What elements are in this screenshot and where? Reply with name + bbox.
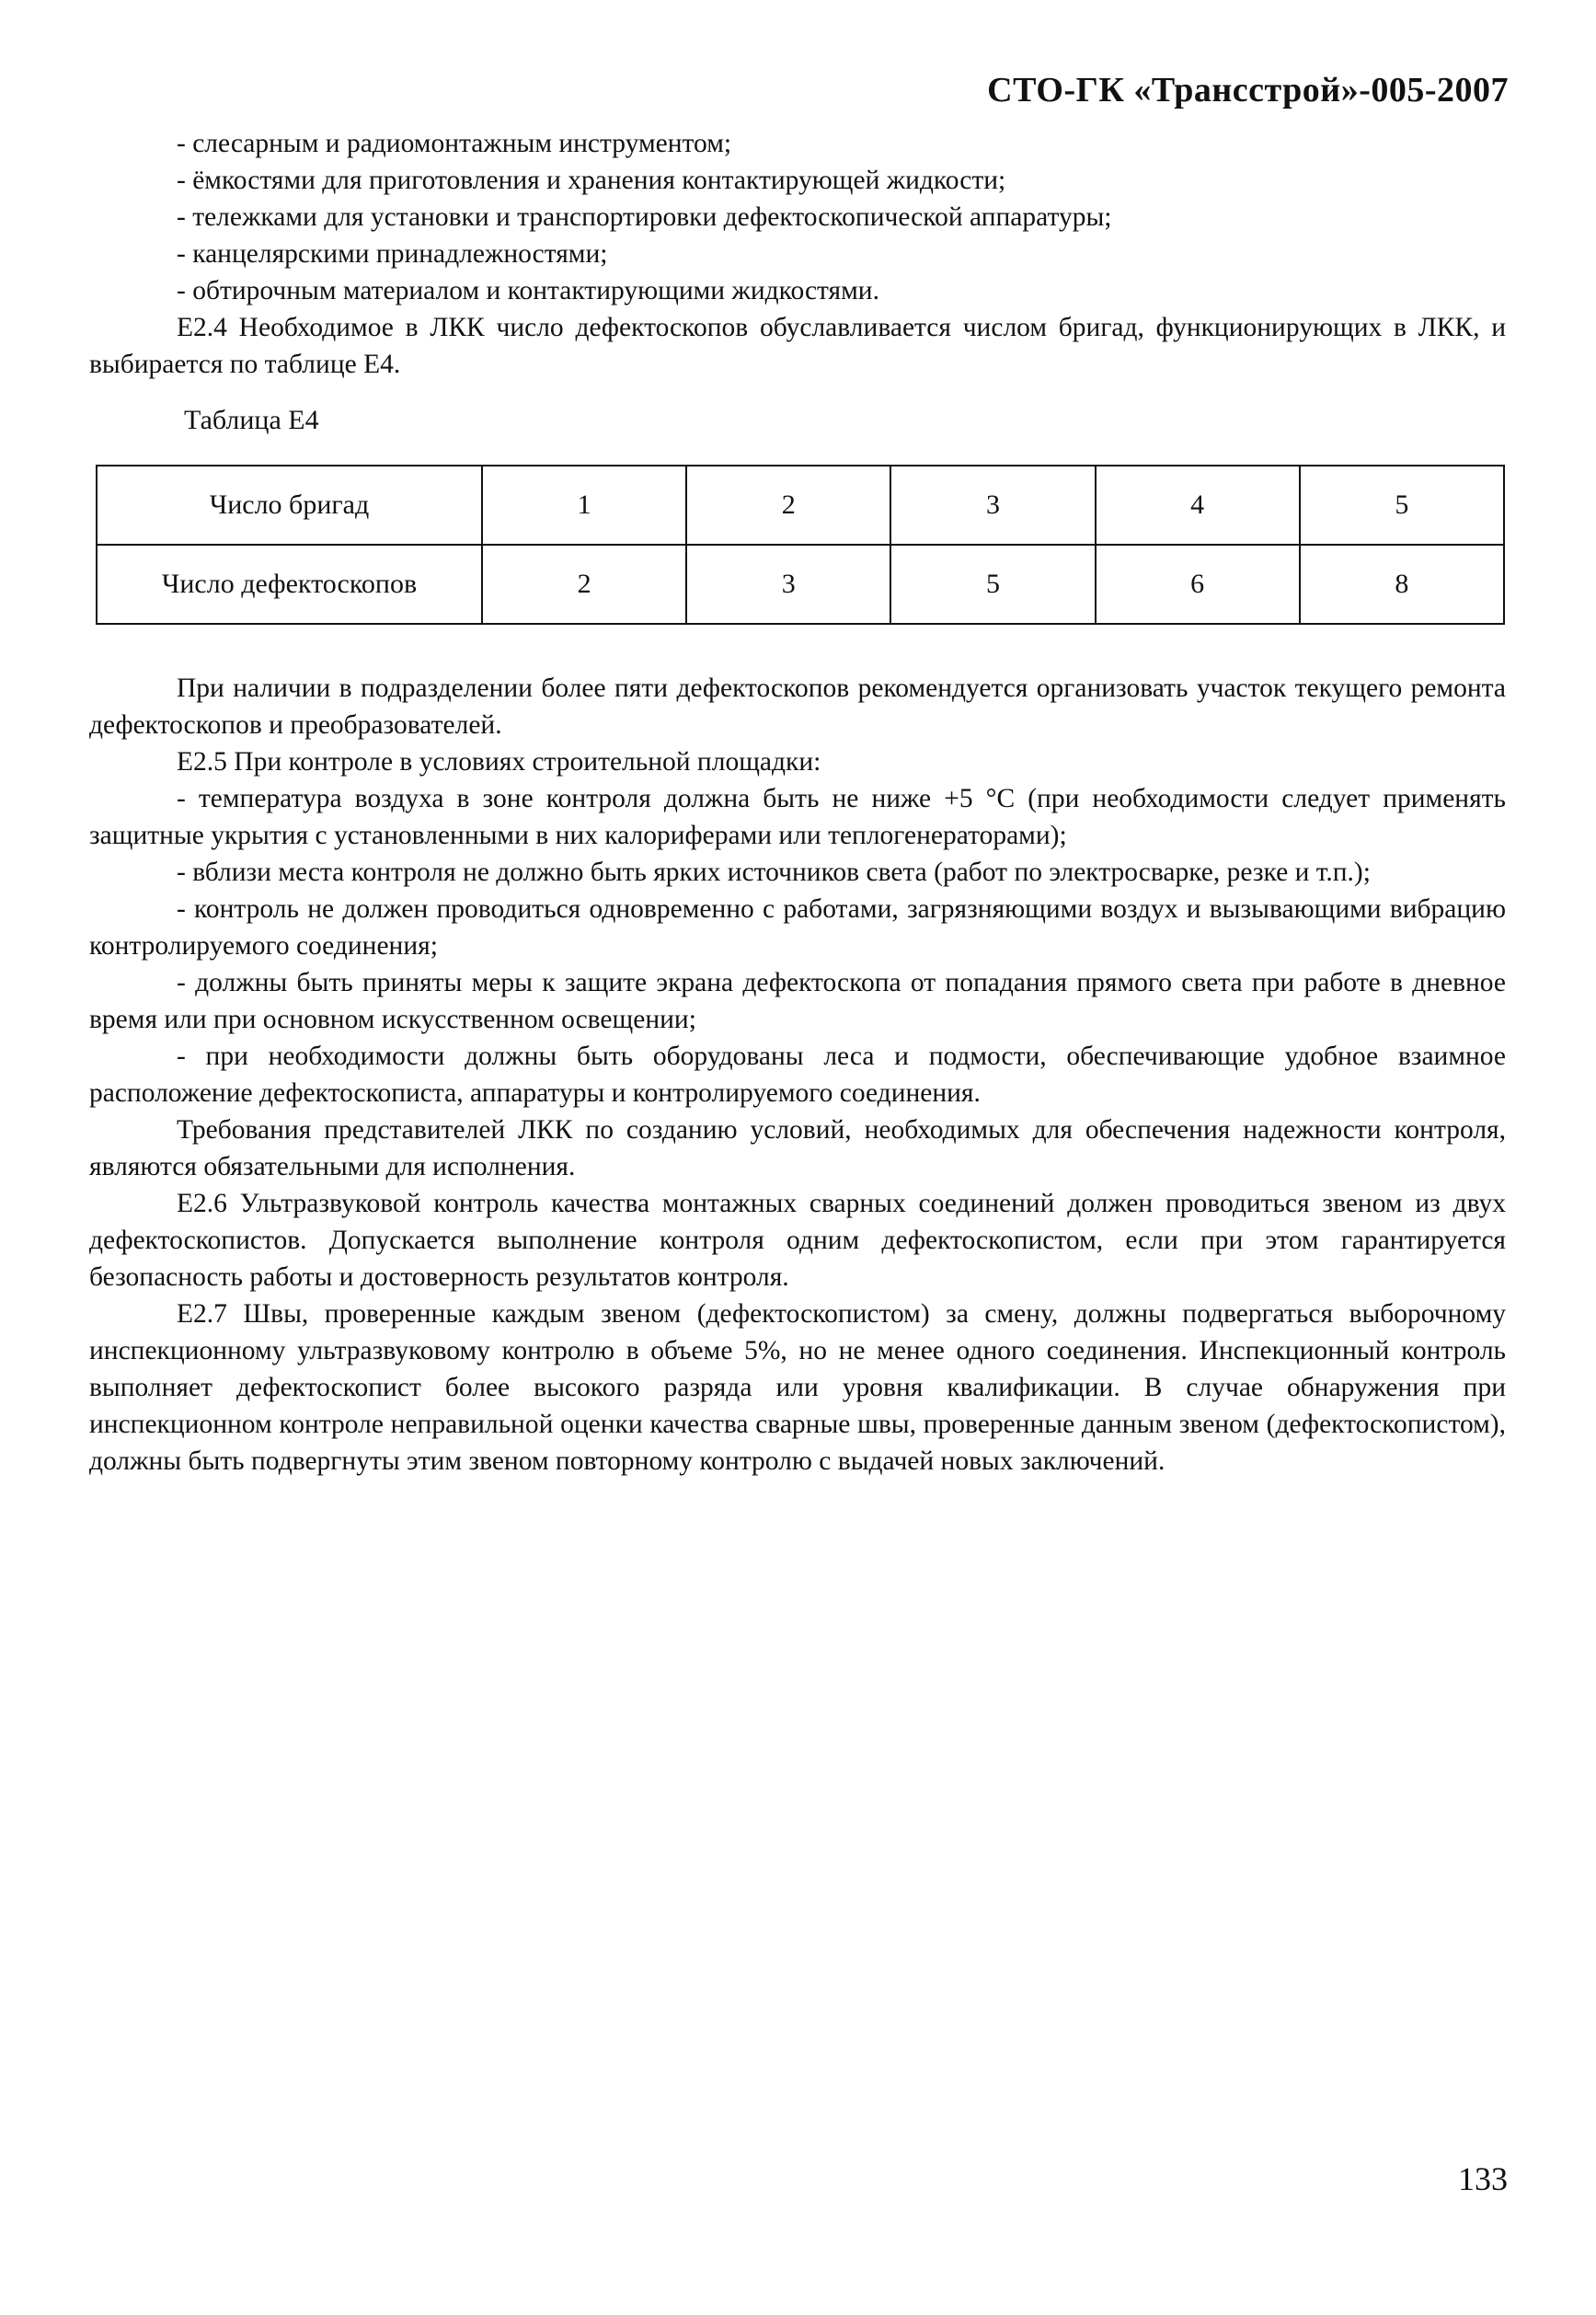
table-cell: 6 [1096, 545, 1300, 624]
equipment-list-section [89, 125, 1506, 383]
table-row [97, 545, 1504, 624]
list-item: - должны быть приняты меры к защите экрана дефектоскопа от попадания прямого света при работе в дневное время или при основном искусственном освещении; [89, 968, 1506, 1034]
flaw-detectors-table [96, 465, 1505, 625]
list-item: - канцелярскими принадлежностями; [177, 239, 608, 269]
paragraph-requirements: Требования представителей ЛКК по созданию условий, необходимых для обеспечения надежности контроля, являются обязательными для исполнения. [89, 1115, 1506, 1181]
table-cell: 2 [686, 466, 890, 545]
paragraph-e2-6: Е2.6 Ультразвуковой контроль качества монтажных сварных соединений должен проводиться звеном из двух дефектоскопистов. Допускается выполнение контроля одним дефектоскопистом, если при этом гарантируется безопасность работы и достоверность результатов контроля. [89, 1189, 1506, 1292]
table-cell: 4 [1096, 466, 1300, 545]
page-number: 133 [1458, 2160, 1508, 2197]
paragraph-workshop: При наличии в подразделении более пяти дефектоскопов рекомендуется организовать участок текущего ремонта дефектоскопов и преобразователей. [89, 674, 1506, 740]
list-item: - вблизи места контроля не должно быть ярких источников света (работ по электросварке, резке и т.п.); [177, 858, 1371, 887]
list-item: - температура воздуха в зоне контроля должна быть не ниже +5 °С (при необходимости следует применять защитные укрытия с установленными в них калориферами или теплогенераторами); [89, 784, 1506, 850]
list-item: - ёмкостями для приготовления и хранения контактирующей жидкости; [177, 166, 1006, 195]
list-item: - тележками для установки и транспортировки дефектоскопической аппаратуры; [177, 202, 1112, 232]
paragraph-e2-4: Е2.4 Необходимое в ЛКК число дефектоскопов обуславливается числом бригад, функционирующих в ЛКК, и выбирается по таблице Е4. [89, 313, 1506, 379]
table-cell: 3 [890, 466, 1095, 545]
table-caption: Таблица Е4 [184, 405, 319, 435]
table-cell: 8 [1300, 545, 1504, 624]
list-item: - обтирочным материалом и контактирующими жидкостями. [177, 276, 879, 305]
table-row-label: Число бригад [97, 466, 482, 545]
body-text-section [89, 670, 1506, 1480]
paragraph-e2-5-intro: Е2.5 При контроле в условиях строительной площадки: [177, 747, 821, 777]
list-item: - при необходимости должны быть оборудованы леса и подмости, обеспечивающие удобное взаимное расположение дефектоскописта, аппаратуры и контролируемого соединения. [89, 1042, 1506, 1108]
table-cell: 1 [482, 466, 686, 545]
list-item: - контроль не должен проводиться одновременно с работами, загрязняющими воздух и вызывающими вибрацию контролируемого соединения; [89, 894, 1506, 961]
list-item: - слесарным и радиомонтажным инструментом; [177, 129, 732, 158]
table-cell: 5 [890, 545, 1095, 624]
table-cell: 2 [482, 545, 686, 624]
table-cell: 3 [686, 545, 890, 624]
document-code-header: СТО-ГК «Трансстрой»-005-2007 [987, 71, 1509, 109]
table-cell: 5 [1300, 466, 1504, 545]
table-row-label: Число дефектоскопов [97, 545, 482, 624]
paragraph-e2-7: Е2.7 Швы, проверенные каждым звеном (дефектоскопистом) за смену, должны подвергаться выборочному инспекционному ультразвуковому контролю в объеме 5%, но не менее одного соединения. Инспекционный контроль выполняет дефектоскопист более высокого разряда или уровня квалификации. В случае обнаружения при инспекционном контроле неправильной оценки качества сварные швы, проверенные данным звеном (дефектоскопистом), должны быть подвергнуты этим звеном повторному контролю с выдачей новых заключений. [89, 1299, 1506, 1476]
table-row [97, 466, 1504, 545]
